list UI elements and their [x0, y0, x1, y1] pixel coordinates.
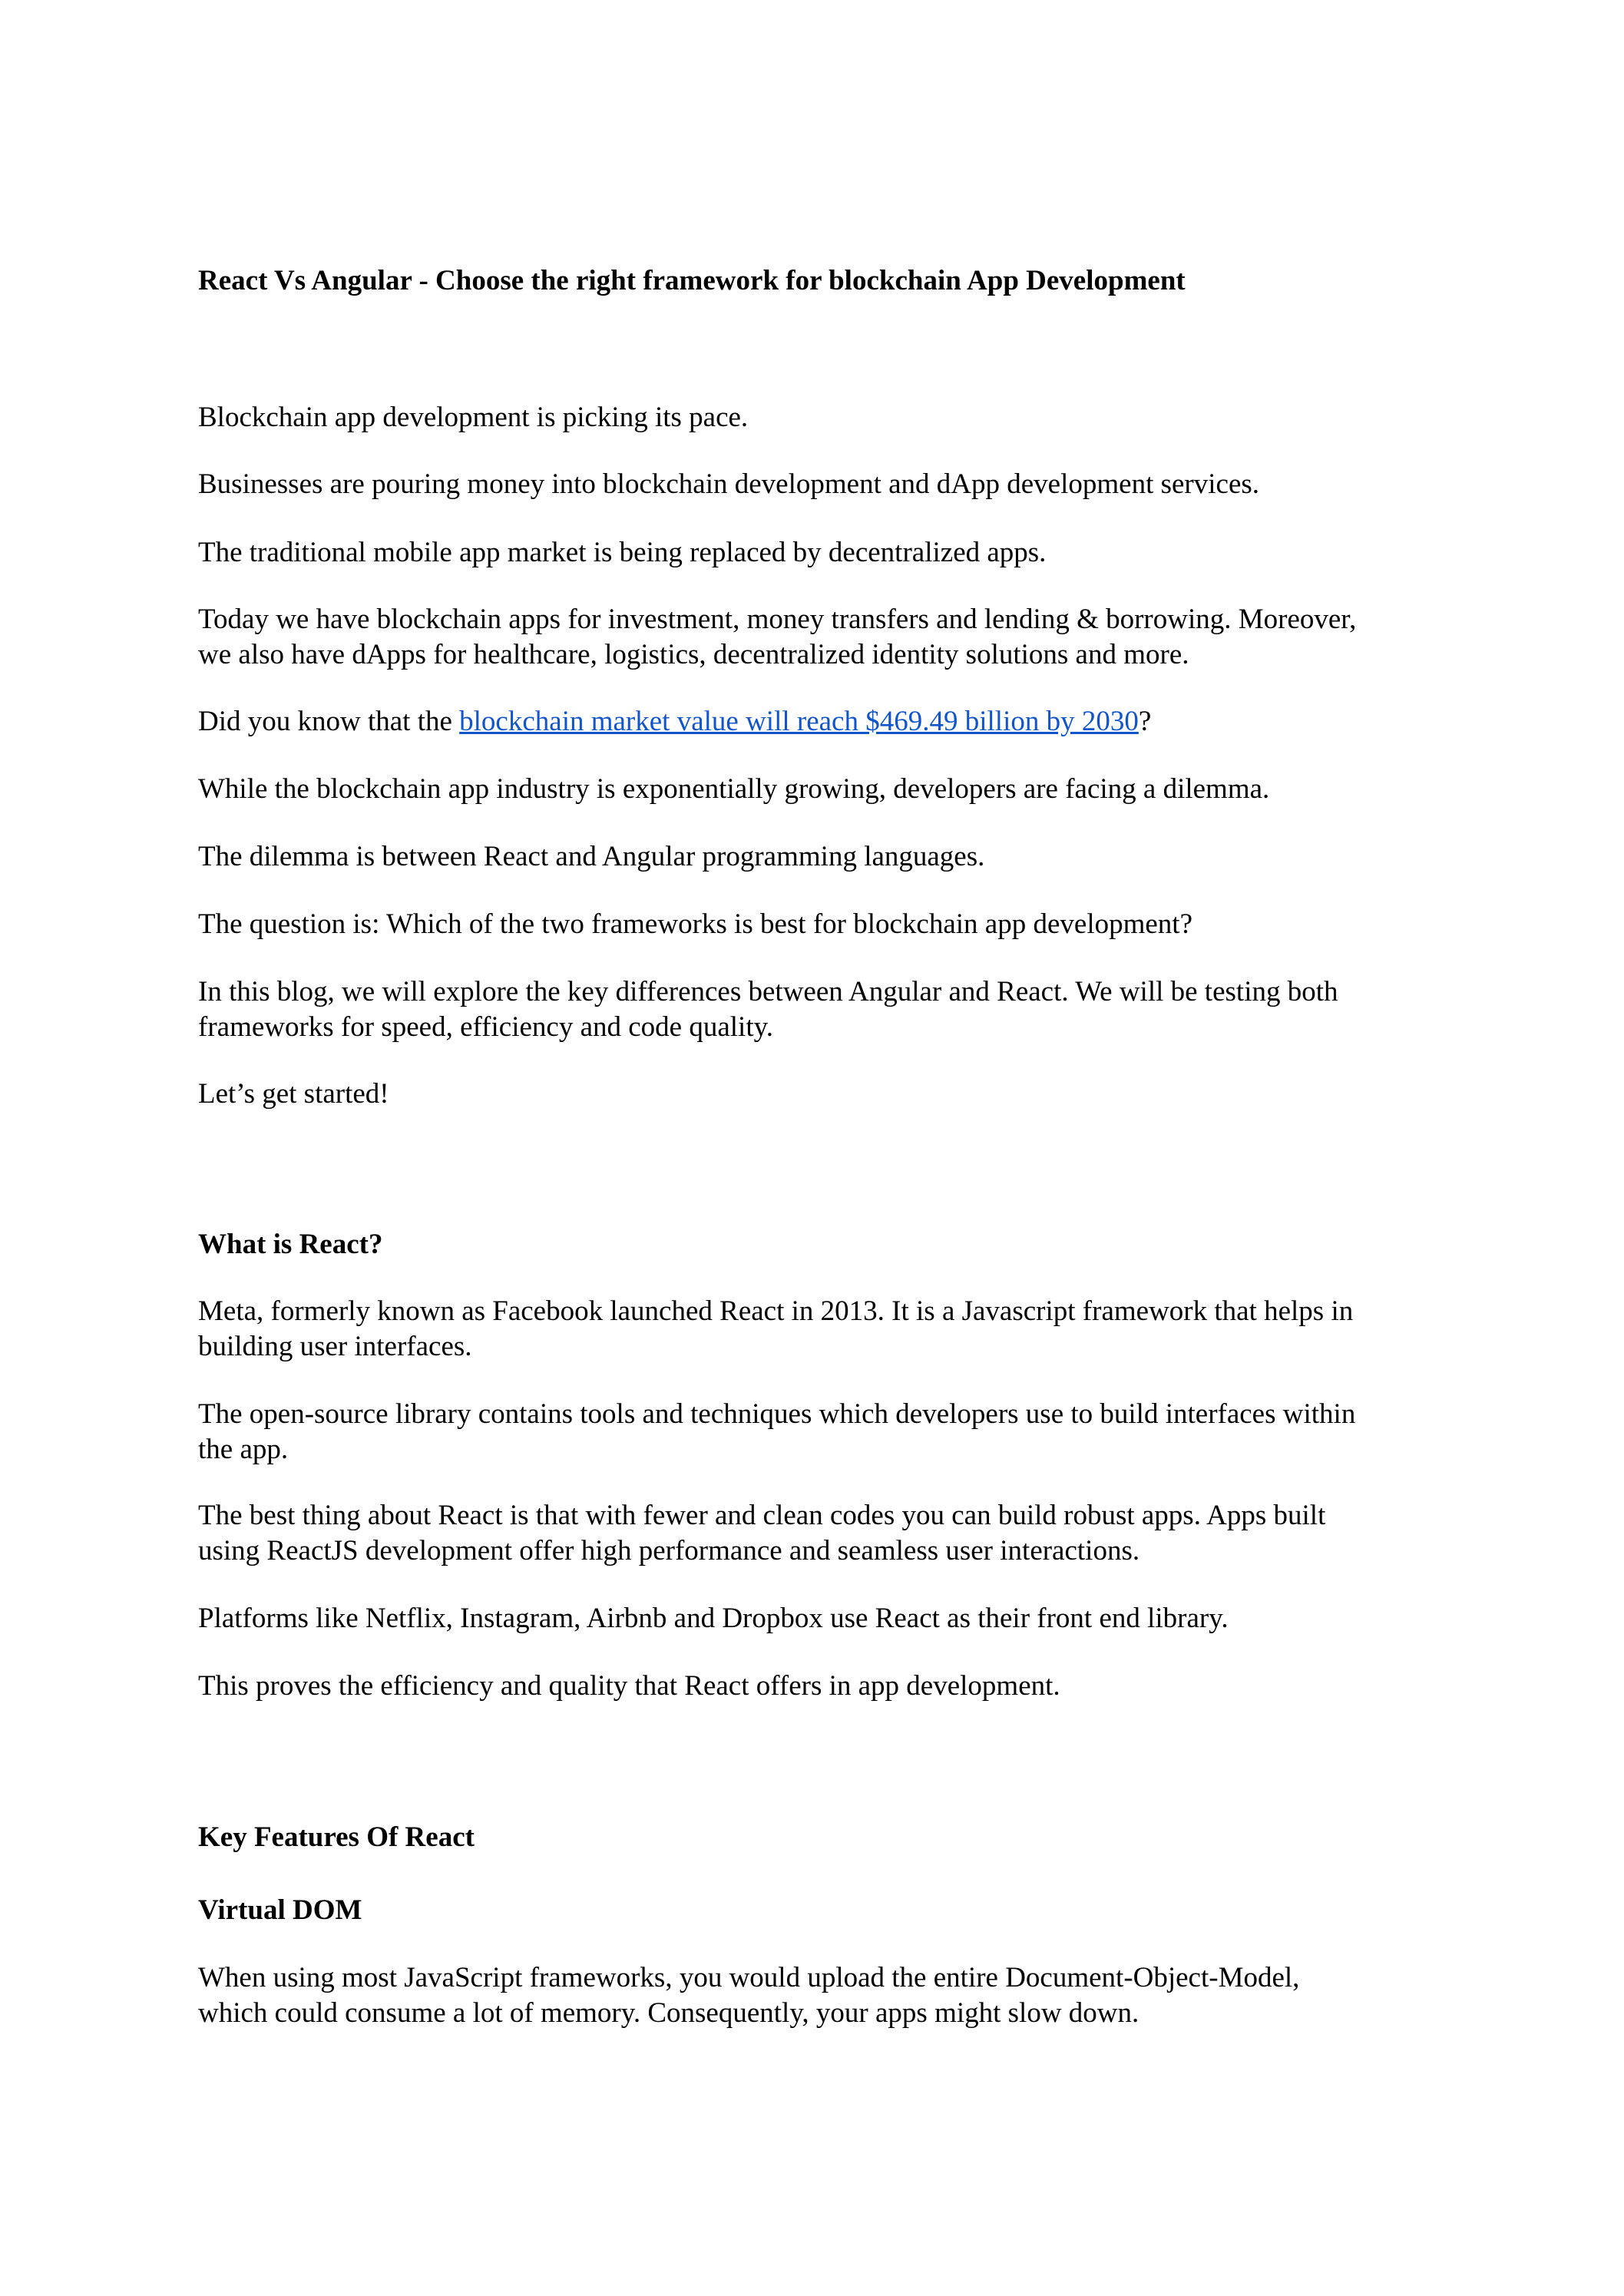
market-value-link[interactable]: blockchain market value will reach $469.49 billion by 2030: [459, 706, 1139, 737]
intro-paragraph-3: The traditional mobile app market is being replaced by decentralized apps.: [198, 537, 1047, 568]
virtual-dom-heading: Virtual DOM: [198, 1894, 362, 1926]
intro-paragraph-5-end: ?: [1138, 706, 1152, 737]
key-features-heading: Key Features Of React: [198, 1821, 475, 1853]
intro-paragraph-9-line-2: frameworks for speed, efficiency and code quality.: [198, 1011, 773, 1043]
intro-paragraph-4: [198, 602, 1442, 673]
react-paragraph-1-line-2: building user interfaces.: [198, 1331, 472, 1362]
intro-paragraph-9: [198, 974, 1442, 1045]
intro-paragraph-6: While the blockchain app industry is exponentially growing, developers are facing a dilemma.: [198, 773, 1270, 805]
react-paragraph-1-line-1: Meta, formerly known as Facebook launched React in 2013. It is a Javascript framework that helps in: [198, 1295, 1354, 1327]
react-paragraph-3: [198, 1498, 1442, 1569]
react-paragraph-1: [198, 1294, 1442, 1365]
intro-paragraph-1: Blockchain app development is picking its pace.: [198, 402, 749, 433]
intro-paragraph-5-text: Did you know that the: [198, 706, 460, 737]
virtual-dom-paragraph-line-1: When using most JavaScript frameworks, you would upload the entire Document-Object-Model,: [198, 1962, 1300, 1993]
virtual-dom-paragraph-line-2: which could consume a lot of memory. Consequently, your apps might slow down.: [198, 1997, 1139, 2029]
intro-paragraph-9-line-1: In this blog, we will explore the key differences between Angular and React. We will be testing both: [198, 976, 1338, 1007]
react-paragraph-5: This proves the efficiency and quality that React offers in app development.: [198, 1670, 1060, 1702]
intro-paragraph-8: The question is: Which of the two frameworks is best for blockchain app development?: [198, 908, 1192, 940]
intro-paragraph-2: Businesses are pouring money into blockchain development and dApp development services.: [198, 468, 1260, 500]
react-paragraph-4: Platforms like Netflix, Instagram, Airbnb and Dropbox use React as their front end library.: [198, 1603, 1229, 1634]
intro-paragraph-4-line-2: we also have dApps for healthcare, logistics, decentralized identity solutions and more.: [198, 639, 1189, 670]
intro-paragraph-10: Let’s get started!: [198, 1078, 389, 1110]
react-paragraph-3-line-1: The best thing about React is that with fewer and clean codes you can build robust apps. Apps built: [198, 1500, 1326, 1531]
react-paragraph-3-line-2: using ReactJS development offer high performance and seamless user interactions.: [198, 1535, 1140, 1567]
document-title: React Vs Angular - Choose the right framework for blockchain App Development: [198, 265, 1186, 296]
react-paragraph-2: [198, 1397, 1442, 1467]
intro-paragraph-7: The dilemma is between React and Angular programming languages.: [198, 841, 985, 872]
react-paragraph-2-line-2: the app.: [198, 1434, 289, 1465]
intro-paragraph-4-line-1: Today we have blockchain apps for investment, money transfers and lending & borrowing. Moreover,: [198, 604, 1357, 635]
what-is-react-heading: What is React?: [198, 1229, 383, 1260]
intro-paragraph-5: [198, 704, 1151, 739]
react-paragraph-2-line-1: The open-source library contains tools and techniques which developers use to build interfaces within: [198, 1398, 1356, 1430]
virtual-dom-paragraph: [198, 1960, 1442, 2031]
